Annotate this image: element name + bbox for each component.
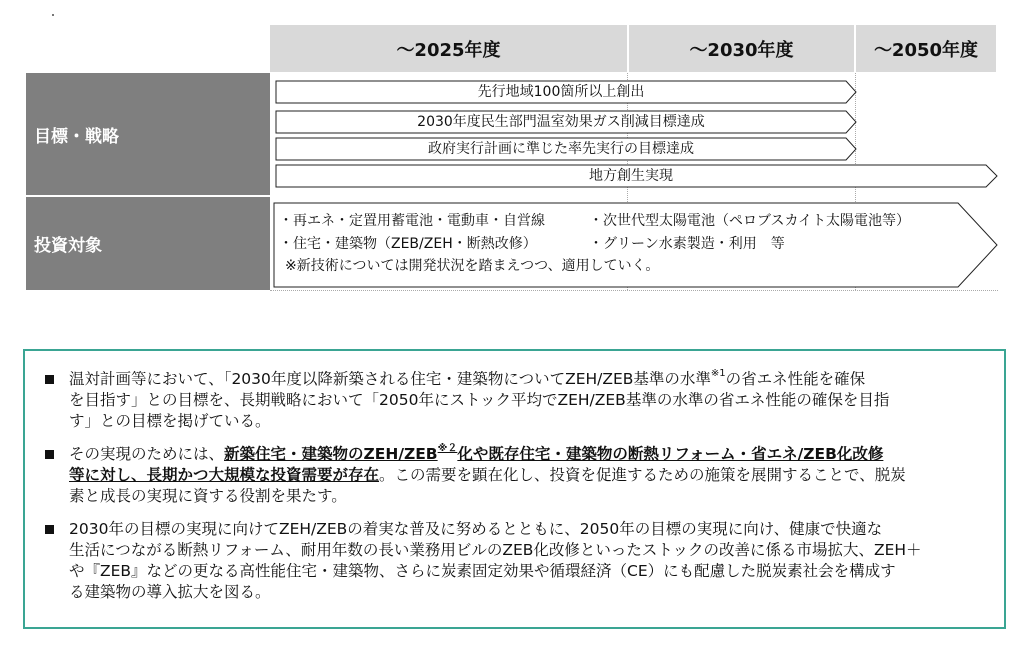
- arrow-goal-3-label: 政府実行計画に準じた率先実行の目標達成: [428, 141, 694, 157]
- bullet-1-line-3: す」との目標を掲げている。: [69, 412, 271, 430]
- bullet-3-line-4: る建築物の導入拡大を図る。: [69, 583, 271, 601]
- bullet-1-footnote: ※1: [710, 368, 726, 379]
- investment-item-hydrogen: ・グリーン水素製造・利用 等: [589, 236, 785, 252]
- investment-item-renewables: ・再エネ・定置用蓄電池・電動車・自営線: [279, 213, 545, 229]
- bullet-2-footnote: ※２: [437, 443, 458, 454]
- arrow-goal-2-label: 2030年度民生部門温室効果ガス削減目標達成: [417, 114, 705, 130]
- header-2025: ～2025年度: [270, 25, 627, 72]
- arrow-goal-1-label: 先行地域100箇所以上創出: [477, 84, 645, 100]
- summary-box: [23, 349, 1006, 629]
- investment-note: ※新技術については開発状況を踏まえつつ、適用していく。: [285, 258, 660, 274]
- bullet-2-emphasis-a: 新築住宅・建築物のZEH/ZEB: [224, 445, 438, 463]
- investment-item-buildings: ・住宅・建築物（ZEB/ZEH・断熱改修）: [279, 236, 537, 252]
- bullet-square-icon: [45, 525, 54, 534]
- bullet-2-line-3: 素と成長の実現に資する役割を果たす。: [69, 487, 347, 505]
- bullet-square-icon: [45, 450, 54, 459]
- bullet-1-text-b: の省エネ性能を確保: [725, 370, 866, 388]
- bullet-1-line-2: を目指す」との目標を、長期戦略において「2050年にストック平均でZEH/ZEB基準の水準の省エネ性能の確保を目指: [69, 391, 890, 409]
- bullet-2-text-b: 。この需要を顕在化し、投資を促進するための施策を展開することで、脱炭: [379, 466, 906, 484]
- header-2050: ～2050年度: [856, 25, 996, 72]
- investment-line-2: [279, 235, 785, 253]
- investment-item-solar: ・次世代型太陽電池（ペロブスカイト太陽電池等）: [589, 213, 911, 229]
- arrow-goal-4-label: 地方創生実現: [589, 168, 673, 184]
- bullet-2-text-a: その実現のためには、: [69, 445, 225, 463]
- bullet-1-text-a: 温対計画等において、「2030年度以降新築される住宅・建築物についてZEH/ZEB基準の水準: [69, 370, 711, 388]
- bullet-3-line-2: 生活につながる断熱リフォーム、耐用年数の長い業務用ビルのZEB化改修といったストックの改善に係る市場拡大、ZEH＋: [69, 541, 922, 559]
- row-label-investment: 投資対象: [26, 197, 270, 290]
- bullet-square-icon: [45, 375, 54, 384]
- bullet-3-line-3: や『ZEB』などの更なる高性能住宅・建築物、さらに炭素固定効果や循環経済（CE）にも配慮した脱炭素社会を構成す: [69, 562, 896, 580]
- investment-line-1: [279, 212, 910, 230]
- bullet-3-line-1: 2030年の目標の実現に向けてZEH/ZEBの着実な普及に努めるとともに、2050年の目標の実現に向け、健康で快適な: [69, 520, 883, 538]
- row-label-goals: 目標・戦略: [26, 73, 270, 195]
- bullet-2-emphasis-b: 化や既存住宅・建築物の断熱リフォーム・省エネ/ZEB化改修: [457, 445, 884, 463]
- bullet-2-emphasis-c: 等に対し、長期かつ大規模な投資需要が存在: [69, 466, 380, 484]
- header-2030: ～2030年度: [629, 25, 854, 72]
